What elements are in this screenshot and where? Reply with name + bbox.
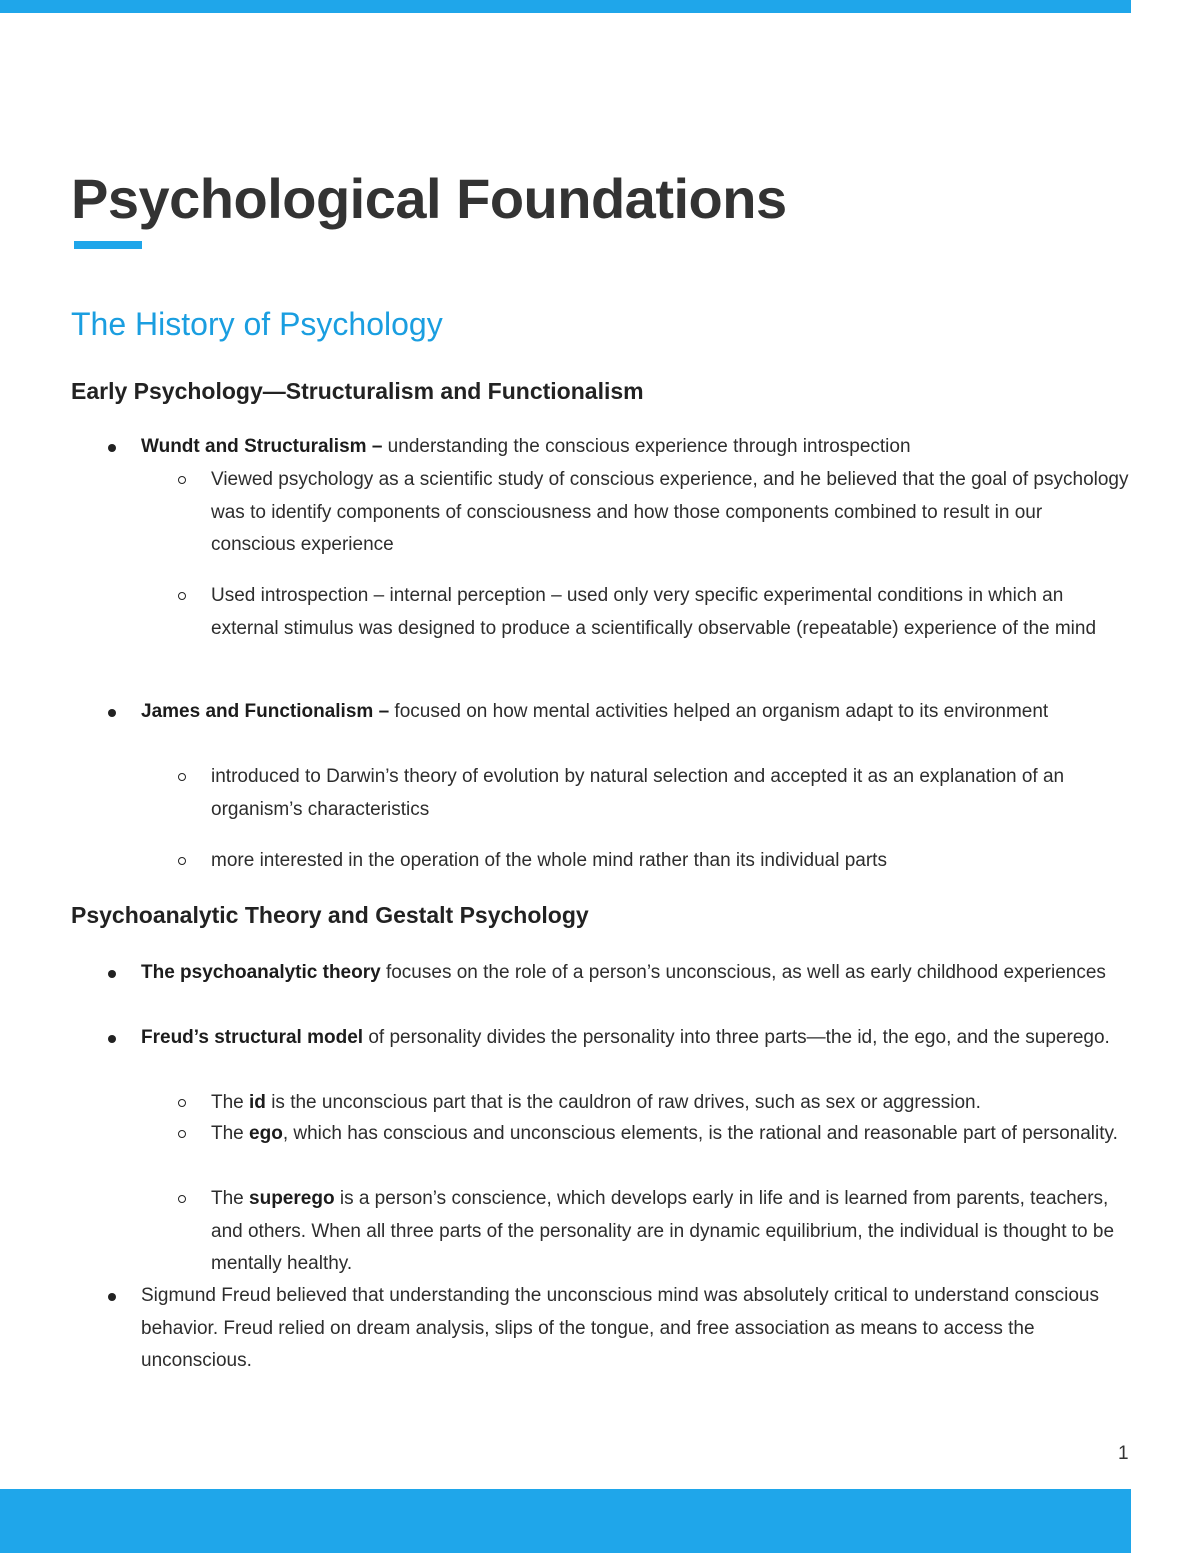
sub-item-text: The xyxy=(211,1123,250,1144)
term-structural-model: Freud’s structural model xyxy=(141,1027,364,1048)
top-accent-band xyxy=(0,0,1131,13)
list-item-james xyxy=(141,696,1141,729)
sub-item-text: The xyxy=(211,1188,250,1209)
term-wundt: Wundt and Structuralism – xyxy=(141,436,383,457)
circle-bullet-icon xyxy=(178,857,186,865)
bullet-icon xyxy=(108,970,116,978)
circle-bullet-icon xyxy=(178,476,186,484)
term-id: id xyxy=(249,1092,266,1113)
subheading-early-psychology: Early Psychology—Structuralism and Functionalism xyxy=(71,378,644,404)
circle-bullet-icon xyxy=(178,773,186,781)
bullet-icon xyxy=(108,1293,116,1301)
sub-item-text: more interested in the operation of the whole mind rather than its individual parts xyxy=(211,850,887,871)
circle-bullet-icon xyxy=(178,592,186,600)
item-text: focuses on the role of a person’s unconscious, as well as early childhood experiences xyxy=(380,962,1106,983)
circle-bullet-icon xyxy=(178,1099,186,1107)
sub-item-ego xyxy=(211,1118,1131,1151)
list-item-psychoanalytic-theory xyxy=(141,957,1141,990)
bullet-icon xyxy=(108,709,116,717)
sub-item-text: Used introspection – internal perception – used only very specific experimental conditions in which an external stimulus was designed to produce a scientifically observable (repeatable) experience of the mind xyxy=(211,585,1097,639)
sub-item-id xyxy=(211,1087,1131,1120)
item-text: Sigmund Freud believed that understanding the unconscious mind was absolutely critical to understand conscious behavior. Freud relied on dream analysis, slips of the tongue, and free association as means to access the unconscious. xyxy=(141,1285,1099,1371)
sub-item-text: introduced to Darwin’s theory of evolution by natural selection and accepted it as an explanation of an organism’s characteristics xyxy=(211,766,1065,820)
item-text: focused on how mental activities helped an organism adapt to its environment xyxy=(389,701,1049,722)
sub-item-text: Viewed psychology as a scientific study of conscious experience, and he believed that the goal of psychology was to identify components of consciousness and how those components combined to result in our conscious experience xyxy=(211,469,1129,555)
sub-item-wundt-1 xyxy=(211,464,1131,562)
circle-bullet-icon xyxy=(178,1195,186,1203)
list-item-wundt xyxy=(141,431,1141,464)
document-title: Psychological Foundations xyxy=(71,167,787,230)
sub-item-superego xyxy=(211,1183,1131,1281)
list-item-freud-unconscious xyxy=(141,1280,1141,1378)
circle-bullet-icon xyxy=(178,1130,186,1138)
sub-item-text: The xyxy=(211,1092,250,1113)
sub-item-text: is the unconscious part that is the cauldron of raw drives, such as sex or aggression. xyxy=(265,1092,981,1113)
term-ego: ego xyxy=(249,1123,283,1144)
sub-item-text: , which has conscious and unconscious elements, is the rational and reasonable part of personality. xyxy=(282,1123,1118,1144)
bottom-accent-band xyxy=(0,1489,1131,1553)
term-james: James and Functionalism – xyxy=(141,701,390,722)
term-psychoanalytic-theory: The psychoanalytic theory xyxy=(141,962,381,983)
sub-item-text: is a person’s conscience, which develops early in life and is learned from parents, teachers, and others. When all three parts of the personality are in dynamic equilibrium, the individual is thought to be mentally healthy. xyxy=(211,1188,1115,1274)
page-number: 1 xyxy=(1118,1443,1129,1464)
bullet-icon xyxy=(108,444,116,452)
sub-item-wundt-2 xyxy=(211,580,1131,645)
item-text: of personality divides the personality into three parts—the id, the ego, and the superego. xyxy=(363,1027,1110,1048)
term-superego: superego xyxy=(249,1188,335,1209)
sub-item-james-2 xyxy=(211,845,1131,878)
list-item-structural-model xyxy=(141,1022,1141,1055)
section-heading: The History of Psychology xyxy=(71,306,443,342)
sub-item-james-1 xyxy=(211,761,1131,826)
bullet-icon xyxy=(108,1035,116,1043)
title-underline xyxy=(74,241,142,249)
item-text: understanding the conscious experience through introspection xyxy=(382,436,911,457)
subheading-psychoanalytic: Psychoanalytic Theory and Gestalt Psychology xyxy=(71,902,589,928)
